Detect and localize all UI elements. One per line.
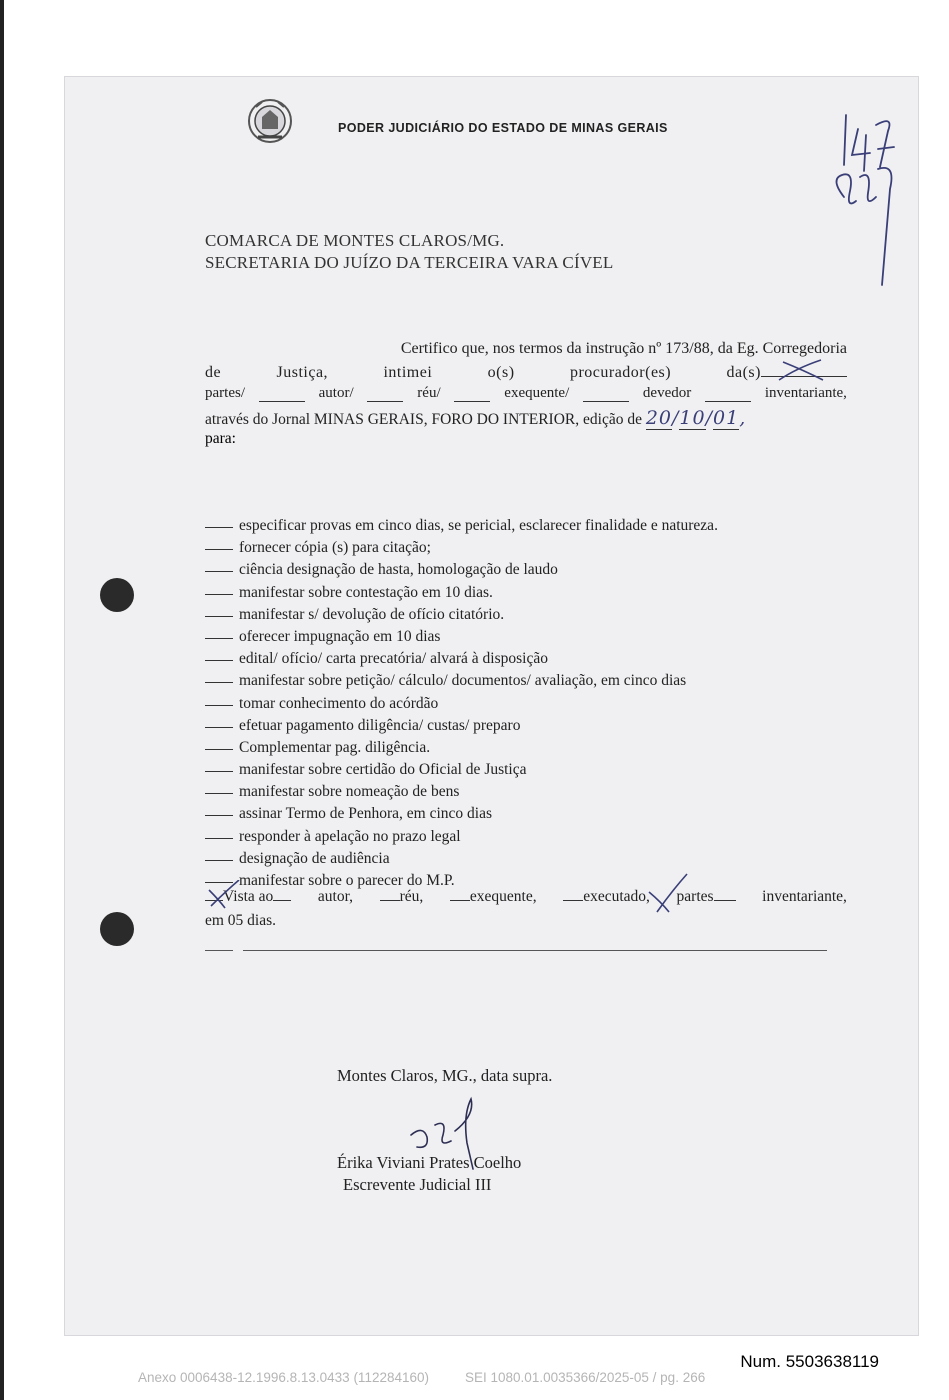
certificate-line-4: através do Jornal MINAS GERAIS, FORO DO INTERIOR, edição de 20/10/01,: [205, 407, 747, 429]
list-item: ciência designação de hasta, homologação de laudo: [205, 559, 847, 581]
reu-label: réu/: [417, 385, 441, 401]
vista-autor: autor,: [317, 888, 354, 905]
list-item: Complementar pag. diligência.: [205, 737, 847, 759]
vista-inventariante: inventariante,: [762, 888, 847, 905]
list-item: fornecer cópia (s) para citação;: [205, 537, 847, 559]
certificate-line-3: [205, 385, 847, 402]
word: de: [205, 364, 222, 381]
handwritten-x-mark: [647, 872, 689, 914]
scan-edge: [0, 0, 4, 1400]
punch-hole: [100, 912, 134, 946]
punch-hole: [100, 578, 134, 612]
list-item: tomar conhecimento do acórdão: [205, 693, 847, 715]
document-number: Num. 5503638119: [740, 1352, 879, 1371]
word: procurador(es): [569, 364, 672, 381]
state-seal-icon: [246, 93, 308, 155]
exequente-label: exequente/: [504, 385, 570, 401]
handwritten-x-mark: [207, 880, 241, 910]
word: intimei: [383, 364, 433, 381]
list-item: efetuar pagamento diligência/ custas/ preparo: [205, 715, 847, 737]
handwritten-x-mark: [775, 358, 827, 384]
parties-field: da(s): [727, 364, 847, 382]
list-item: manifestar s/ devolução de ofício citatório.: [205, 604, 847, 626]
vista-prefix: Vista ao: [205, 888, 291, 906]
annex-reference: Anexo 0006438-12.1996.8.13.0433 (112284160): [138, 1370, 430, 1385]
list-item: designação de audiência: [205, 848, 847, 870]
footer-metadata: [138, 1370, 705, 1385]
signer-block: [337, 1152, 521, 1196]
date-year: 01: [713, 407, 740, 429]
vista-exequente: exequente,: [450, 888, 537, 906]
secretaria-line: SECRETARIA DO JUÍZO DA TERCEIRA VARA CÍVEL: [205, 253, 614, 272]
blank-line: [205, 950, 827, 951]
list-item: responder à apelação no prazo legal: [205, 826, 847, 848]
inventariante-label: inventariante,: [764, 385, 847, 401]
date-month: 10: [679, 407, 706, 429]
organization-title: PODER JUDICIÁRIO DO ESTADO DE MINAS GERAIS: [338, 121, 668, 135]
certificate-line-5: para:: [205, 430, 236, 447]
handwritten-date: 20/10/01,: [645, 407, 747, 429]
list-item: manifestar sobre certidão do Oficial de Justiça: [205, 759, 847, 781]
sei-reference: SEI 1080.01.0035366/2025-05 / pg. 266: [465, 1370, 706, 1385]
list-item: assinar Termo de Penhora, em cinco dias: [205, 803, 847, 825]
court-heading: [205, 230, 613, 274]
checklist: [205, 515, 847, 892]
date-day: 20: [645, 407, 673, 429]
handwritten-page-number: [820, 105, 910, 295]
vista-line: [205, 888, 847, 906]
certificate-line-2: [205, 364, 847, 382]
vista-executado: executado,: [563, 888, 650, 906]
autor-label: autor/: [318, 385, 354, 401]
vista-partes: partes: [677, 888, 736, 906]
vista-reu: réu,: [380, 888, 424, 906]
list-item: manifestar sobre nomeação de bens: [205, 781, 847, 803]
signer-title: Escrevente Judicial III: [343, 1175, 492, 1194]
list-item: oferecer impugnação em 10 dias: [205, 626, 847, 648]
page-header: [246, 93, 668, 155]
list-item: edital/ ofício/ carta precatória/ alvará à disposição: [205, 648, 847, 670]
list-item: manifestar sobre o parecer do M.P.: [205, 870, 847, 892]
word: o(s): [487, 364, 515, 381]
list-item: manifestar sobre contestação em 10 dias.: [205, 582, 847, 604]
list-item: manifestar sobre petição/ cálculo/ documentos/ avaliação, em cinco dias: [205, 670, 847, 692]
partes-label: partes/: [205, 385, 245, 401]
signer-name: Érika Viviani Prates Coelho: [337, 1153, 522, 1172]
certificate-line-1: Certifico que, nos termos da instrução nº 173/88, da Eg. Corregedoria: [400, 340, 847, 357]
list-item: especificar provas em cinco dias, se pericial, esclarecer finalidade e natureza.: [205, 515, 847, 537]
place-date: Montes Claros, MG., data supra.: [337, 1066, 553, 1085]
vista-deadline: em 05 dias.: [205, 912, 277, 929]
word: Justiça,: [276, 364, 329, 381]
comarca-line: COMARCA DE MONTES CLAROS/MG.: [205, 231, 505, 250]
devedor-label: devedor: [642, 385, 692, 401]
